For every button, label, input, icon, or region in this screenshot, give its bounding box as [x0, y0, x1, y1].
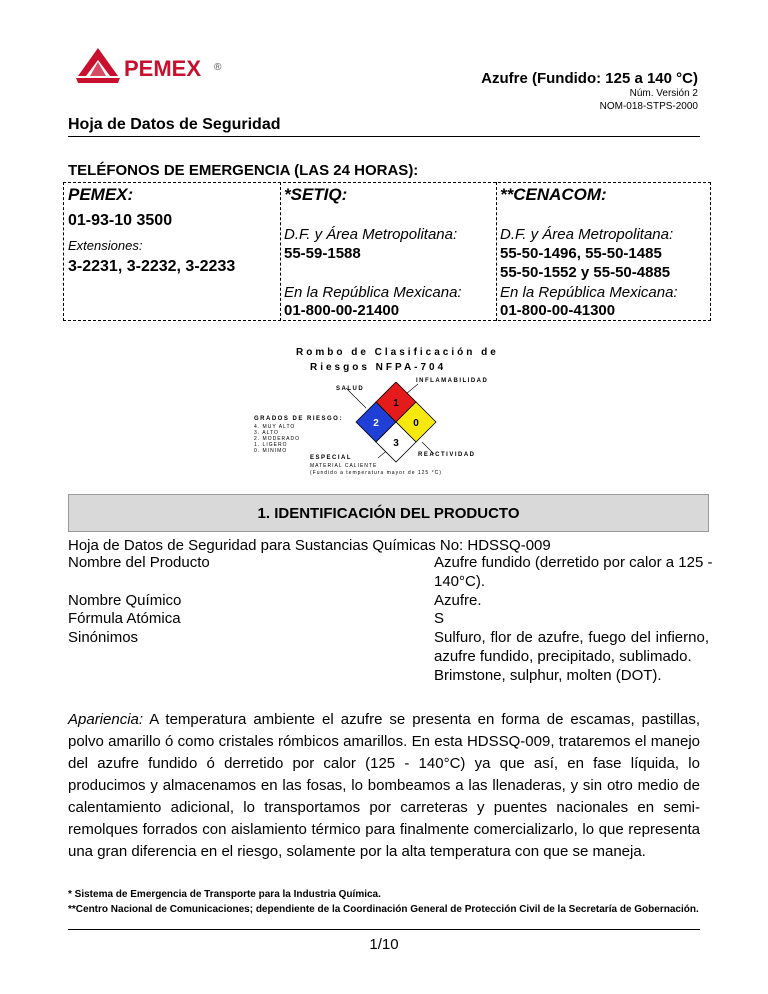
field-label: Nombre del Producto: [68, 554, 210, 571]
appearance-text: A temperatura ambiente el azufre se presenta en forma de escamas, pastillas, polvo amarillo ó como cristales rómbicos amarillos. En esta HDSSQ-009, trataremos el manejo del azufre fundido ó derretido por calor (125 - 140°C) ya que así, en fase líquida, lo producimos y almacenamos en las fosas, lo bombeamos a las llenaderas, y sin otro medio de calentamiento adicional, lo transportamos por carreteras y puentes nacionales en semi-remolques forrados con aislamiento térmico para finalmente comercializarlo, lo que representa una gran diferencia en el riesgo, solamente por la alta temperatura con que se maneja.: [68, 711, 700, 860]
setiq-df-label: D.F. y Área Metropolitana:: [284, 226, 458, 243]
cenacom-rep-phone: 01-800-00-41300: [500, 302, 616, 319]
field-label: Sinónimos: [68, 629, 139, 646]
inflamabilidad-label: INFLAMABILIDAD: [416, 378, 489, 384]
footnote-setiq: * Sistema de Emergencia de Transporte para la Industria Química.: [68, 889, 381, 900]
field-value: Sulfuro, flor de azufre, fuego del infierno,: [434, 629, 709, 646]
extensions-label: Extensiones:: [68, 238, 143, 253]
nfpa-reactivity-value: 0: [413, 418, 419, 429]
column-divider: [280, 182, 281, 321]
grado-item: 2. MODERADO: [254, 436, 301, 442]
nfpa-diamond: [338, 382, 450, 466]
footnote-cenacom: **Centro Nacional de Comunicaciones; dependiente de la Coordinación General de Protección Civil de la Secretaría de Gobernación.: [68, 904, 699, 915]
cenacom-rep-label: En la República Mexicana:: [500, 284, 678, 301]
sheet-title: Hoja de Datos de Seguridad: [68, 116, 281, 133]
column-divider: [496, 182, 497, 321]
product-title: Azufre (Fundido: 125 a 140 °C): [481, 70, 698, 87]
field-label: Fórmula Atómica: [68, 610, 181, 627]
setiq-df-phone: 55-59-1588: [284, 245, 361, 262]
registered-mark: ®: [214, 62, 222, 73]
version-number: Núm. Versión 2: [629, 88, 698, 99]
especial-label: ESPECIAL: [310, 455, 353, 461]
field-value: Azufre fundido (derretido por calor a 125 -: [434, 554, 713, 571]
emergency-heading: TELÉFONOS DE EMERGENCIA (LAS 24 HORAS):: [68, 162, 419, 179]
setiq-rep-label: En la República Mexicana:: [284, 284, 462, 301]
nfpa-special-value: 3: [393, 438, 399, 449]
header-divider: [68, 136, 700, 137]
pemex-logo: [74, 46, 234, 86]
norm-code: NOM-018-STPS-2000: [599, 101, 698, 112]
cenacom-df-phone-1: 55-50-1496, 55-50-1485: [500, 245, 662, 262]
setiq-label: *SETIQ:: [284, 185, 348, 204]
cenacom-df-phone-2: 55-50-1552 y 55-50-4885: [500, 264, 671, 281]
cenacom-df-label: D.F. y Área Metropolitana:: [500, 226, 674, 243]
setiq-rep-phone: 01-800-00-21400: [284, 302, 400, 319]
field-value: Azufre.: [434, 592, 482, 609]
especial-sub: MATERIAL CALIENTE: [310, 463, 378, 469]
nfpa-title-1: Rombo de Clasificación de: [296, 347, 499, 358]
brand-name: PEMEX: [124, 56, 202, 81]
salud-label: SALUD: [336, 386, 365, 392]
field-label: Nombre Químico: [68, 592, 182, 609]
pemex-label: PEMEX:: [68, 185, 134, 204]
appearance-label: Apariencia:: [68, 711, 144, 728]
pemex-extensions: 3-2231, 3-2232, 3-2233: [68, 258, 236, 275]
field-value: Brimstone, sulphur, molten (DOT).: [434, 667, 662, 684]
field-value: S: [434, 610, 445, 627]
field-value: 140°C).: [434, 573, 486, 590]
reactividad-label: REACTIVIDAD: [418, 452, 476, 458]
nfpa-health-value: 2: [373, 418, 379, 429]
cenacom-label: **CENACOM:: [500, 185, 607, 204]
grado-item: 3. ALTO: [254, 430, 279, 436]
grado-item: 4. MUY ALTO: [254, 424, 296, 430]
section-title: 1. IDENTIFICACIÓN DEL PRODUCTO: [257, 505, 520, 522]
appearance-paragraph: [68, 709, 700, 863]
page-number: 1/10: [369, 936, 399, 953]
grado-item: 1. LIGERO: [254, 442, 288, 448]
nfpa-flammability-value: 1: [393, 398, 399, 409]
grado-item: 0. MINIMO: [254, 448, 288, 454]
grados-title: GRADOS DE RIESGO:: [254, 416, 343, 422]
nfpa-title-2: Riesgos NFPA-704: [310, 362, 447, 373]
field-value: azufre fundido, precipitado, sublimado.: [434, 648, 692, 665]
pemex-phone: 01-93-10 3500: [68, 212, 173, 229]
hdss-line: Hoja de Datos de Seguridad para Sustancias Químicas No: HDSSQ-009: [68, 537, 551, 554]
especial-note: (Fundido a temperatura mayor de 125 °C): [310, 470, 442, 476]
footer-divider: [68, 929, 700, 930]
